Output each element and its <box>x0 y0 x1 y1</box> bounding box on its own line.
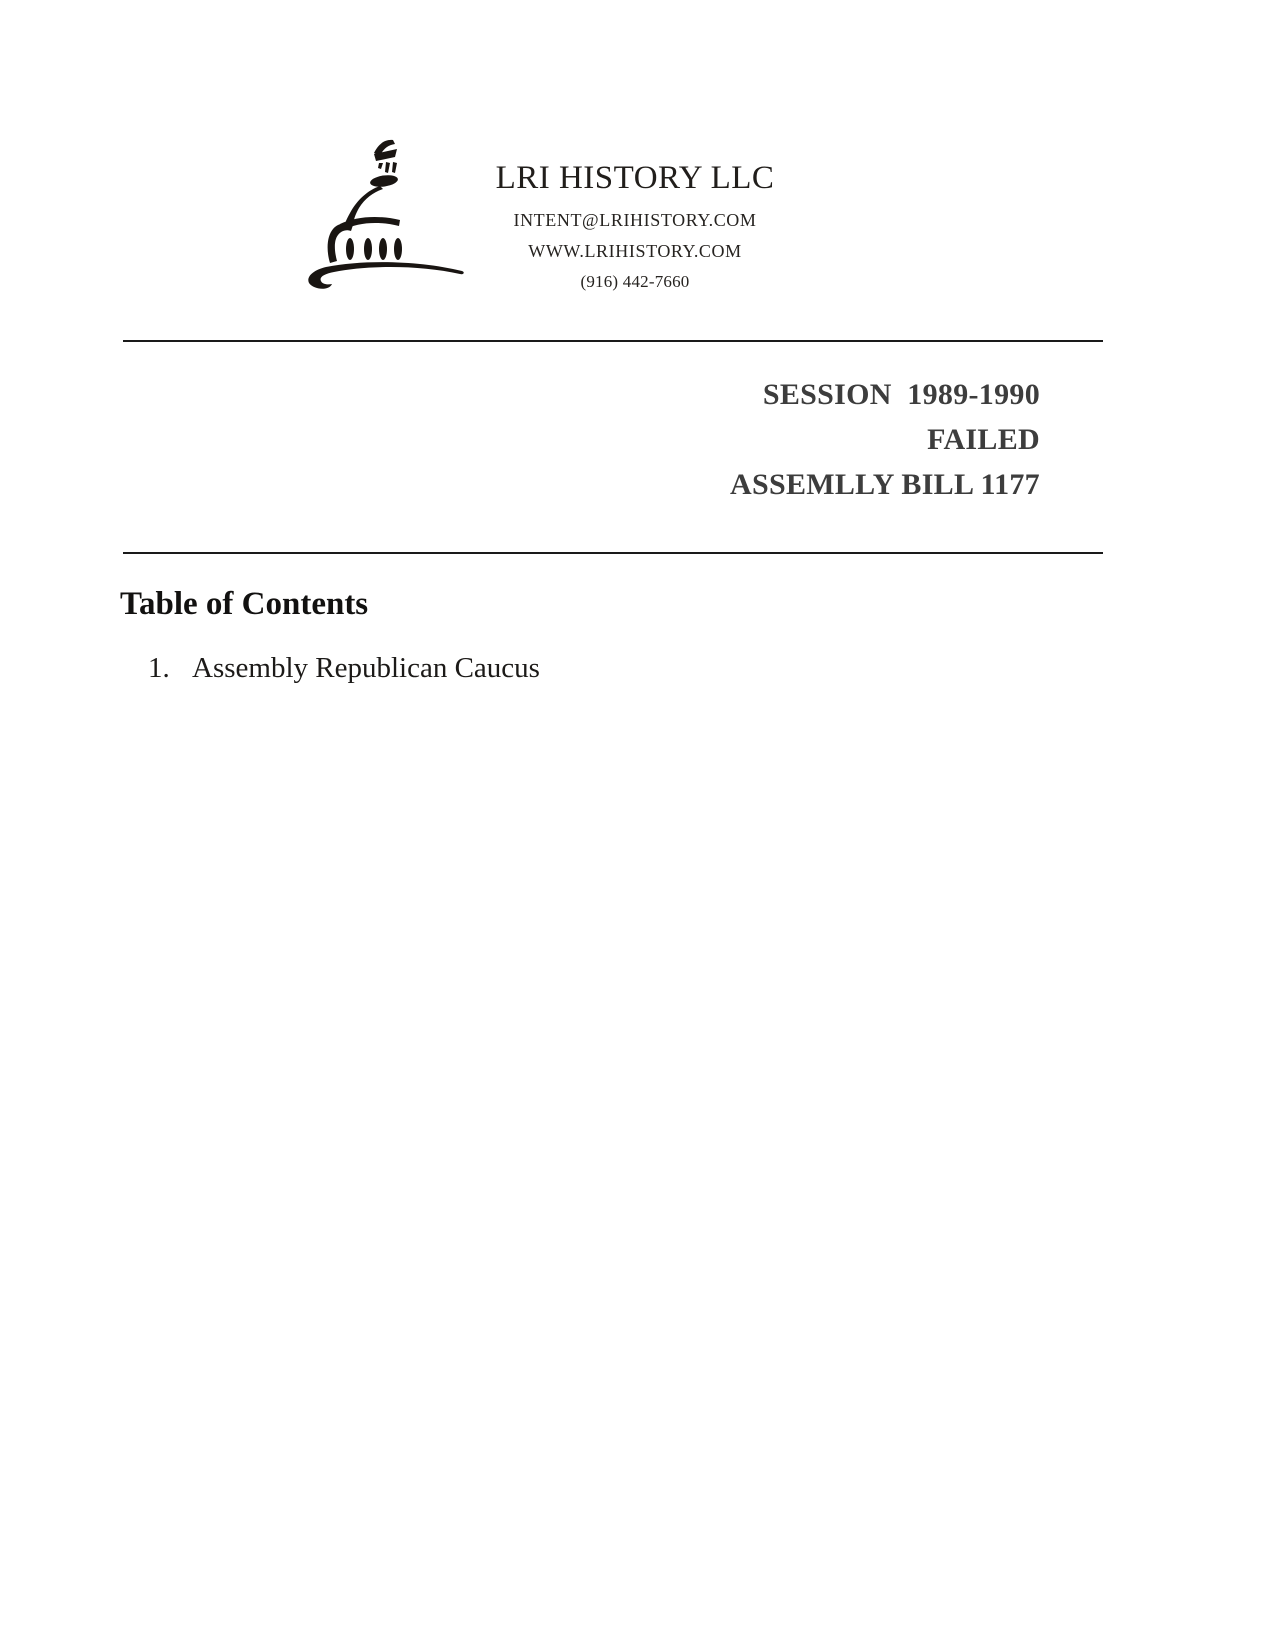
bill-status: FAILED <box>927 423 1040 456</box>
toc-item <box>120 650 1120 686</box>
company-name: LRI HISTORY LLC <box>495 160 775 196</box>
company-website: WWW.LRIHISTORY.COM <box>528 241 742 261</box>
session-info-block <box>540 372 1040 507</box>
letterhead-contact-block <box>450 158 820 292</box>
table-of-contents <box>120 584 1120 686</box>
company-email: INTENT@LRIHISTORY.COM <box>513 210 757 230</box>
toc-heading: Table of Contents <box>120 586 369 622</box>
horizontal-divider-bottom <box>123 552 1103 554</box>
horizontal-divider-top <box>123 340 1103 342</box>
session-years: SESSION 1989-1990 <box>762 378 1040 411</box>
toc-list <box>120 650 1120 686</box>
toc-item-number: 1. <box>148 652 170 684</box>
capitol-dome-logo-icon <box>296 126 471 294</box>
company-phone: (916) 442-7660 <box>580 272 690 291</box>
bill-number: ASSEMLLY BILL 1177 <box>730 468 1040 501</box>
toc-item-label: Assembly Republican Caucus <box>192 652 540 684</box>
